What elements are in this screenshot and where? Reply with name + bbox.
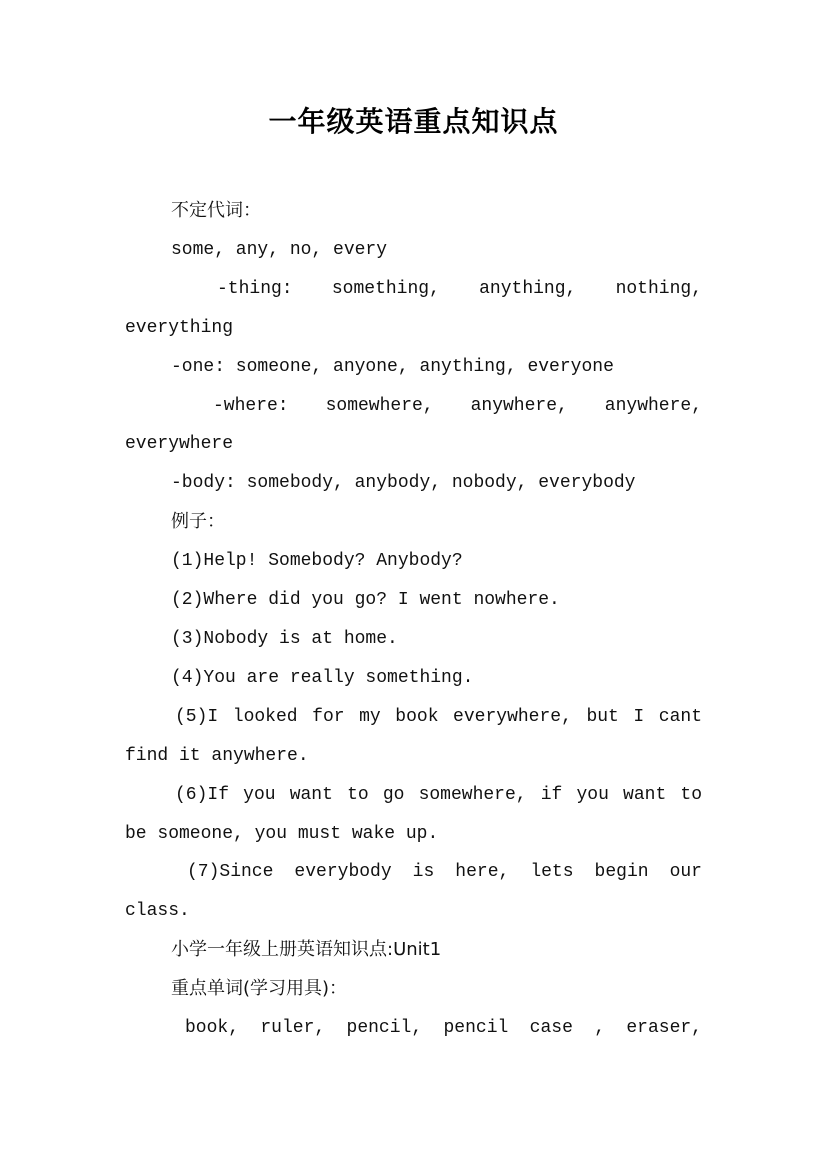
text-line: -where: somewhere, anywhere, anywhere,	[213, 395, 702, 416]
heading-examples: 例子：	[171, 511, 225, 533]
text-line: -thing: something, anything, nothing,	[217, 278, 702, 299]
example-line: (6)If you want to go somewhere, if you want to	[175, 784, 702, 805]
heading-key-words: 重点单词(学习用具)：	[171, 978, 348, 1000]
text-line: some, any, no, every	[171, 239, 388, 260]
example-line: (7)Since everybody is here, lets begin our	[187, 862, 702, 883]
example-line: find it anywhere.	[125, 745, 309, 766]
example-line: (3)Nobody is at home.	[171, 628, 398, 649]
text-line: -one: someone, anyone, anything, everyone	[171, 356, 614, 377]
text-line: everywhere	[125, 434, 234, 455]
heading-unit1: 小学一年级上册英语知识点:Unit1	[171, 939, 442, 961]
text-line: everything	[125, 317, 234, 338]
example-line: (2)Where did you go? I went nowhere.	[171, 590, 560, 611]
example-line: (4)You are really something.	[171, 667, 474, 688]
document-body	[125, 192, 702, 1048]
example-line: class.	[125, 901, 190, 922]
example-line: (1)Help! Somebody? Anybody?	[171, 551, 463, 572]
text-line: -body: somebody, anybody, nobody, everybody	[171, 473, 636, 494]
example-line: be someone, you must wake up.	[125, 823, 439, 844]
example-line: (5)I looked for my book everywhere, but I cant	[175, 706, 702, 727]
page-title: 一年级英语重点知识点	[268, 105, 559, 138]
text-line: book, ruler, pencil, pencil case , eraser,	[185, 1018, 702, 1039]
heading-indefinite-pronouns: 不定代词：	[171, 200, 261, 221]
